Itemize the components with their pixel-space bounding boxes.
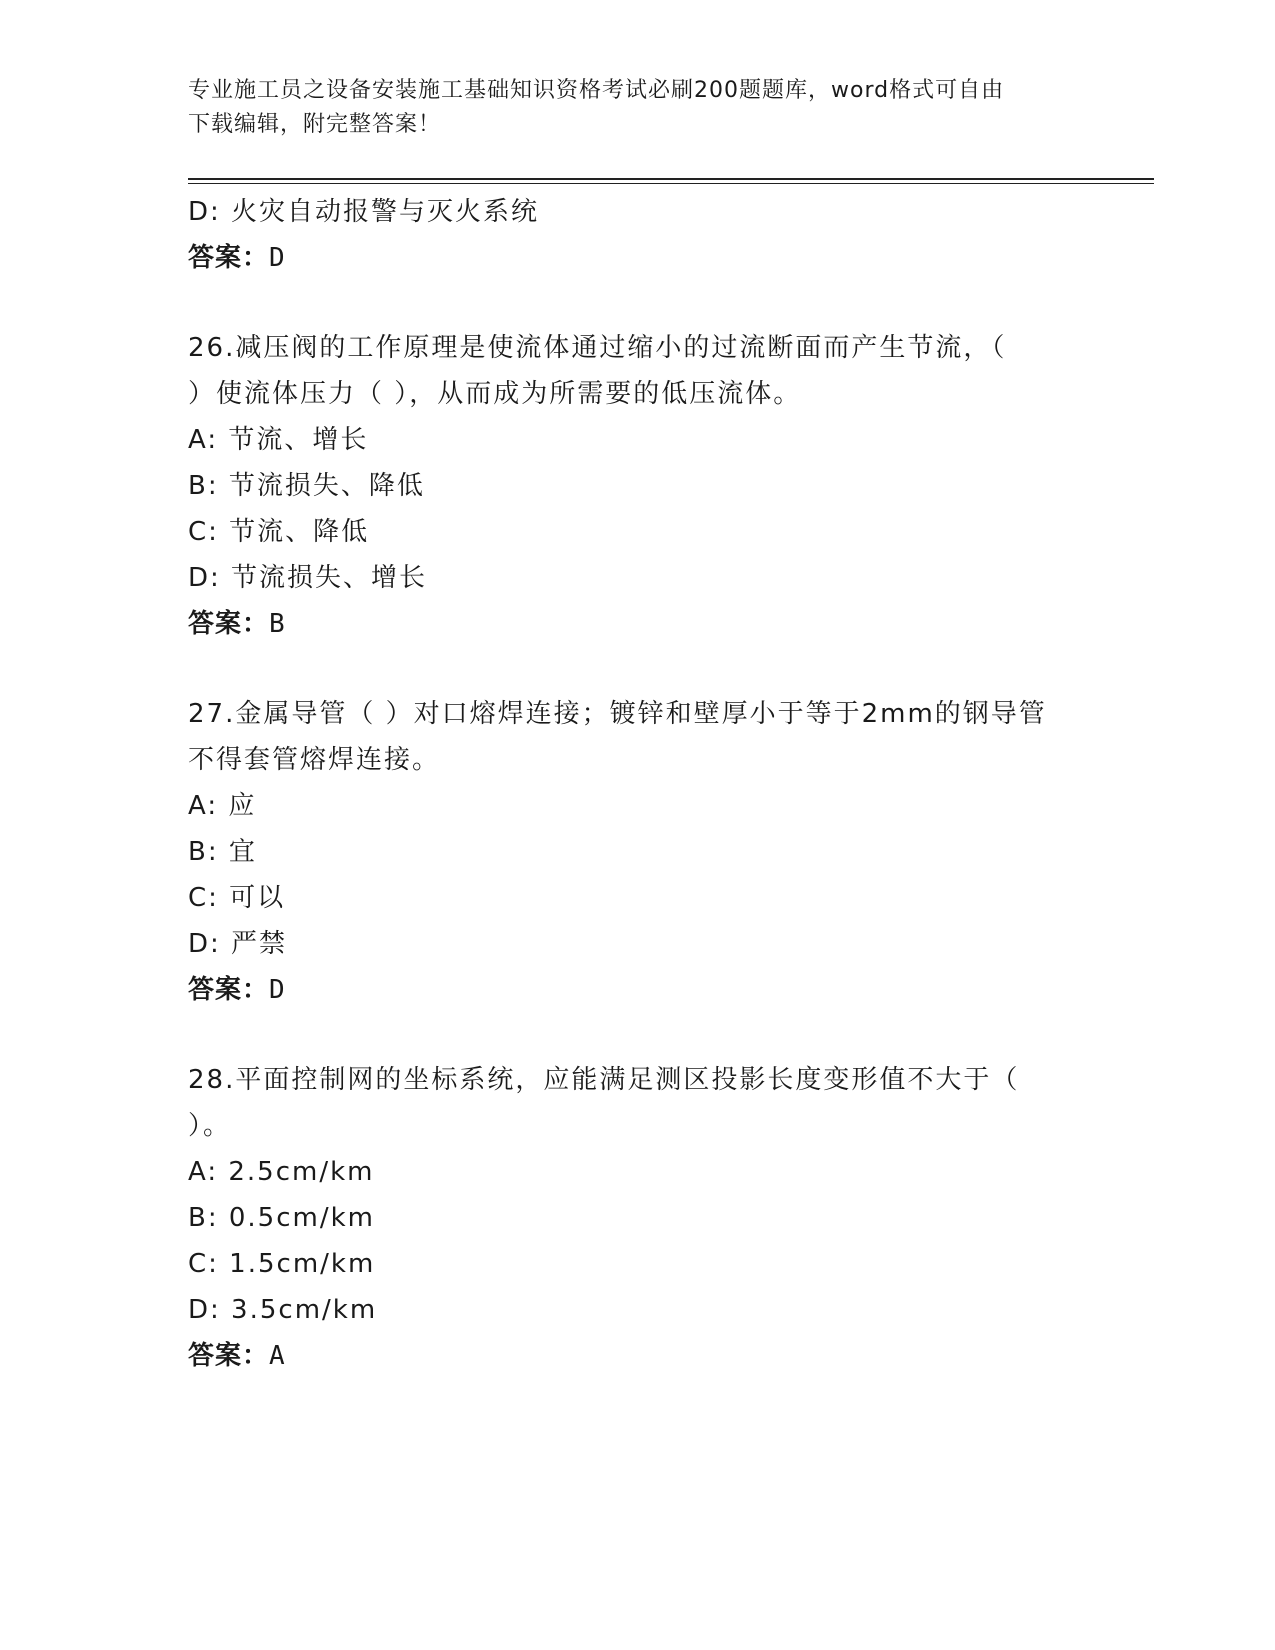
option-d: D: 节流损失、增长 — [188, 563, 428, 593]
option-a: A: 2.5cm/km — [188, 1157, 375, 1187]
option-b: B: 0.5cm/km — [188, 1203, 375, 1233]
header-title-line-2: 下载编辑，附完整答案！ — [188, 112, 442, 137]
header-divider-thin — [188, 183, 1154, 184]
spacer — [188, 281, 1068, 325]
question-stem-line-2: ）。 — [188, 1111, 232, 1141]
answer-label: 答案： — [188, 243, 270, 273]
question-list — [188, 189, 1068, 1379]
answer-line — [188, 235, 1068, 281]
option-d: D: 严禁 — [188, 929, 288, 959]
answer-line — [188, 967, 1068, 1013]
option-c: C: 1.5cm/km — [188, 1249, 376, 1279]
answer-value: D — [269, 975, 286, 1005]
question-stem-line-1: 27.金属导管（ ）对口熔焊连接；镀锌和壁厚小于等于2mm的钢导管 — [188, 699, 1047, 729]
question-block-25 — [188, 189, 1068, 281]
option-d: D: 火灾自动报警与灭火系统 — [188, 197, 540, 227]
document-header — [188, 74, 1088, 142]
header-title-line-1: 专业施工员之设备安装施工基础知识资格考试必刷200题题库，word格式可自由 — [188, 78, 1005, 103]
question-stem-line-2: ）使流体压力（ ），从而成为所需要的低压流体。 — [188, 379, 802, 409]
answer-label: 答案： — [188, 975, 270, 1005]
question-stem-line-2: 不得套管熔焊连接。 — [188, 745, 441, 775]
answer-label: 答案： — [188, 1341, 270, 1371]
answer-value: B — [269, 609, 286, 639]
question-stem-line-1: 28.平面控制网的坐标系统，应能满足测区投影长度变形值不大于（ — [188, 1065, 1020, 1095]
option-c: C: 节流、降低 — [188, 517, 370, 547]
option-d: D: 3.5cm/km — [188, 1295, 378, 1325]
option-a: A: 应 — [188, 791, 257, 821]
spacer — [188, 647, 1068, 691]
header-divider-thick — [188, 178, 1154, 180]
answer-value: A — [269, 1341, 286, 1371]
question-block-28 — [188, 1057, 1068, 1379]
question-block-26 — [188, 325, 1068, 647]
question-block-27 — [188, 691, 1068, 1013]
answer-value: D — [269, 243, 286, 273]
option-b: B: 节流损失、降低 — [188, 471, 425, 501]
option-b: B: 宜 — [188, 837, 257, 867]
answer-line — [188, 601, 1068, 647]
option-a: A: 节流、增长 — [188, 425, 369, 455]
question-stem-line-1: 26.减压阀的工作原理是使流体通过缩小的过流断面而产生节流，（ — [188, 333, 1007, 363]
answer-line — [188, 1333, 1068, 1379]
spacer — [188, 1013, 1068, 1057]
answer-label: 答案： — [188, 609, 270, 639]
option-c: C: 可以 — [188, 883, 286, 913]
